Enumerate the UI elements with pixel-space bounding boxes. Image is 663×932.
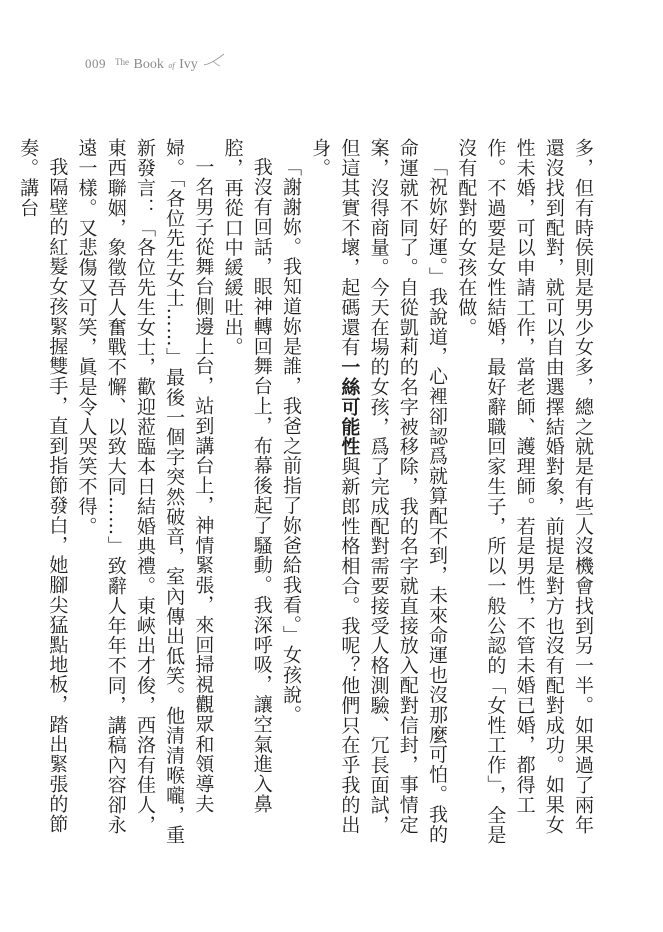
book-title-book: Book — [133, 57, 164, 72]
paragraph-2-text-a: 「祝妳好運。」我說道，心裡卻認爲就算配不到，未來命運也沒那麼可怕。我的命運就不同了。自從凱莉的名字被移除，我的名字就直接放入配對信封，事情定案，沒得商量。今天在場的女孩，爲了完成配對需要接受人格測驗、冗長面試，但這其實不壞，起碼還有 — [338, 138, 448, 844]
body-text — [17, 138, 597, 846]
paragraph-6: 我隔壁的紅髮女孩緊握雙手，直到指節發白，她腳尖猛點地板，踏出緊張的節奏。講台 — [17, 138, 69, 834]
book-title — [115, 57, 198, 73]
page-number: 009 — [85, 56, 106, 71]
book-title-the: The — [115, 57, 129, 67]
paragraph-4: 我沒有回話，眼神轉回舞台上，布幕後起了騷動。我深呼吸，讓空氣進入鼻腔，再從口中緩緩吐出。 — [221, 138, 273, 814]
page-header — [85, 52, 225, 73]
paragraph-1: 多，但有時侯則是男少女多，總之就是有些人沒機會找到另一半。如果過了兩年還沒找到配對，就可以自由選擇結婚對象，前提是對方也沒有配對成功。如果女性未婚，可以申請工作，當老師、護理師。若是男性，不管未婚已婚，都得工作。不過要是女性結婚，最好辭職回家生子，所以一般公認的「女性工作」，全是沒有配對的女孩在做。 — [455, 138, 594, 845]
paragraph-2-text-b: 與新郎性格相合。我呢？他們只在乎我的出身。 — [309, 138, 361, 835]
ivy-flourish-icon — [203, 52, 225, 68]
emphasis-text: 一絲可能性 — [338, 356, 361, 457]
paragraph-5: 一名男子從舞台側邊上台，站到講台上，神情緊張，來回掃視觀眾和領導夫婦。「各位先生女士……」最後一個字突然破音，室內傳出低笑。他清清喉嚨，重新發言：「各位先生女士，歡迎蒞臨本日結婚典禮。東峽出才俊，西洛有佳人，東西聯姻，象徵吾人奮戰不懈、以致大同……」致辭人年年不同，講稿內容卻永遠一樣。又悲傷又可笑，眞是令人哭笑不得。 — [75, 138, 215, 845]
book-title-of: of — [168, 61, 175, 70]
paragraph-3: 「謝謝妳。我知道妳是誰，我爸之前指了妳爸給我看。」女孩說。 — [279, 157, 302, 725]
paragraph-2 — [305, 138, 451, 846]
book-title-ivy: Ivy — [179, 57, 198, 72]
